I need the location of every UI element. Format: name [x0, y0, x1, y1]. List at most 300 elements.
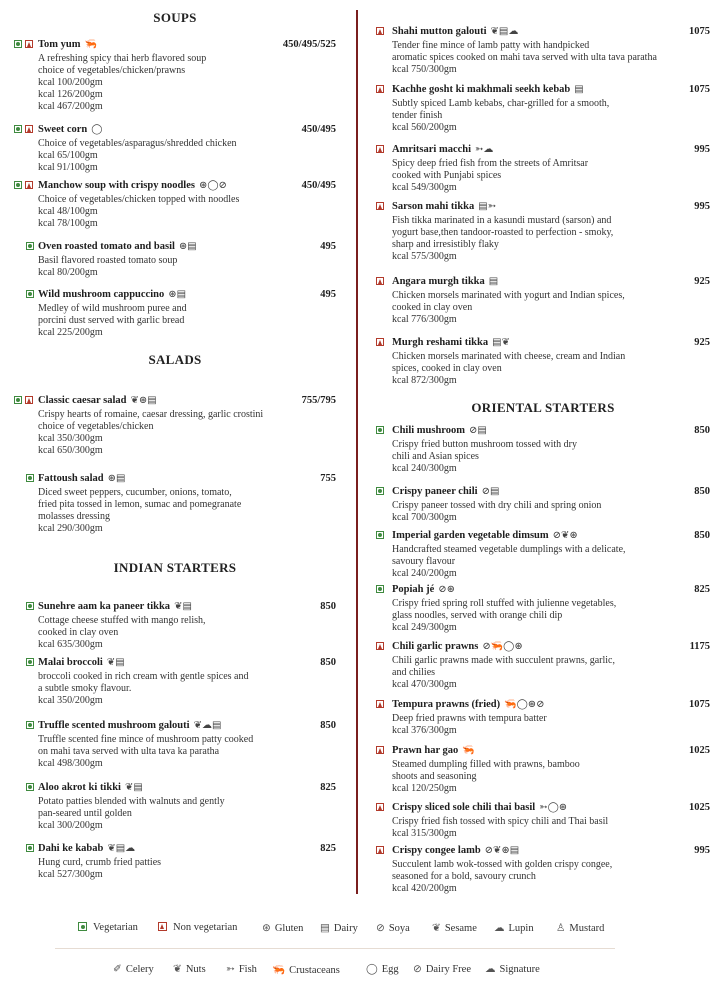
legend-entry	[272, 963, 340, 976]
menu-item-description	[392, 598, 710, 634]
menu-item-price: 850	[694, 486, 710, 497]
description-line: sharp and irresistibly flaky	[392, 239, 499, 250]
menu-item-name	[392, 745, 475, 756]
menu-item-name-text: Sarson mahi tikka	[392, 201, 475, 212]
menu-item-header	[376, 584, 710, 598]
menu-item-description	[38, 138, 336, 174]
legend-label: Soya	[388, 923, 410, 934]
menu-item-header	[376, 745, 710, 759]
legend-entry	[113, 963, 154, 975]
menu-item-header	[376, 845, 710, 859]
menu-item-price: 755	[320, 473, 336, 484]
description-line: kcal 240/300gm	[392, 463, 457, 474]
menu-item-price: 995	[694, 144, 710, 155]
menu-item	[376, 641, 710, 691]
menu-item-description	[392, 40, 710, 76]
description-line: kcal 300/200gm	[38, 820, 103, 831]
allergen-icons: ❦▤	[174, 601, 192, 612]
menu-item-description	[38, 409, 336, 457]
menu-item-price: 495	[320, 289, 336, 300]
description-line: Basil flavored roasted tomato soup	[38, 255, 178, 266]
veg-marker-icon	[26, 658, 34, 666]
menu-item	[14, 39, 336, 113]
description-line: Crispy paneer tossed with dry chili and spring onion	[392, 500, 602, 511]
menu-item-name	[38, 180, 227, 191]
menu-item-price: 825	[694, 584, 710, 595]
menu-item-name-text: Oven roasted tomato and basil	[38, 241, 175, 252]
legend-symbol-icon: ✐	[113, 964, 122, 975]
description-line: kcal 549/300gm	[392, 182, 457, 193]
menu-item-name	[392, 26, 518, 37]
menu-item-name-text: Dahi ke kabab	[38, 843, 104, 854]
description-line: aromatic spices cooked on mahi tava served with ulta tava paratha	[392, 52, 657, 63]
menu-item-name-text: Amritsari macchi	[392, 144, 472, 155]
menu-item-header	[376, 641, 710, 655]
menu-item-name	[392, 144, 493, 155]
menu-item-description	[392, 158, 710, 194]
menu-item-name	[38, 657, 125, 668]
description-line: Choice of vegetables/chicken topped with noodles	[38, 194, 240, 205]
description-line: Crispy fried button mushroom tossed with dry	[392, 439, 577, 450]
allergen-icons: ➳◯⊛	[539, 802, 568, 813]
menu-item	[376, 276, 710, 326]
menu-item	[376, 745, 710, 795]
menu-item-header	[14, 843, 336, 857]
nonveg-marker-icon	[376, 700, 384, 708]
veg-marker-icon	[26, 242, 34, 250]
allergen-icons: ⊘🦐◯⊛	[482, 641, 523, 652]
menu-item-header	[376, 276, 710, 290]
menu-item-price: 825	[320, 782, 336, 793]
menu-item-price: 450/495	[301, 180, 336, 191]
menu-item-name	[38, 843, 135, 854]
menu-item-description	[38, 487, 336, 535]
menu-item-header	[376, 425, 710, 439]
menu-item-name-text: Crispy congee lamb	[392, 845, 481, 856]
legend-label: Dairy Free	[425, 964, 472, 975]
menu-item	[14, 601, 336, 651]
legend-entry	[432, 922, 477, 934]
allergen-icons: ⊛▤	[168, 289, 187, 300]
nonveg-marker-icon	[25, 396, 33, 404]
legend-label: Fish	[238, 964, 257, 975]
menu-item-price: 1075	[689, 26, 710, 37]
description-line: kcal 78/100gm	[38, 218, 98, 229]
menu-item-name-text: Imperial garden vegetable dimsum	[392, 530, 549, 541]
description-line: kcal 498/300gm	[38, 758, 103, 769]
description-line: on mahi tava served with ulta tava ka paratha	[38, 746, 220, 757]
veg-marker-icon	[26, 844, 34, 852]
allergen-icons: ❦▤☁	[107, 843, 136, 854]
menu-item-description	[38, 615, 336, 651]
description-line: Medley of wild mushroom puree and	[38, 303, 187, 314]
menu-item-name-text: Truffle scented mushroom galouti	[38, 720, 190, 731]
allergen-icons: ➳☁	[475, 144, 494, 155]
veg-marker-icon	[26, 474, 34, 482]
menu-item-name-text: Crispy sliced sole chili thai basil	[392, 802, 536, 813]
menu-item-price: 850	[694, 425, 710, 436]
menu-item-name-text: Wild mushroom cappuccino	[38, 289, 165, 300]
menu-item-header	[376, 26, 710, 40]
allergen-icons: ⊛▤	[107, 473, 126, 484]
nonveg-marker-icon	[376, 202, 384, 210]
nonveg-marker-icon	[376, 846, 384, 854]
description-line: kcal 560/200gm	[392, 122, 457, 133]
description-line: Tender fine mince of lamb patty with handpicked	[392, 40, 590, 51]
menu-item-name	[392, 699, 545, 710]
description-line: A refreshing spicy thai herb flavored soup	[38, 53, 207, 64]
menu-item-name-text: Chili garlic prawns	[392, 641, 479, 652]
menu-item-description	[38, 857, 336, 881]
menu-item-price: 925	[694, 337, 710, 348]
menu-item	[376, 337, 710, 387]
description-line: glass noodles, served with orange chili dip	[392, 610, 563, 621]
legend-label: Nuts	[185, 964, 206, 975]
nonveg-marker-icon	[25, 40, 33, 48]
menu-item-header	[14, 601, 336, 615]
menu-item	[14, 395, 336, 457]
menu-item-price: 825	[320, 843, 336, 854]
legend-symbol-icon: ☁	[494, 923, 505, 934]
description-line: fried pita tossed in lemon, sumac and pomegranate	[38, 499, 242, 510]
veg-marker-icon	[376, 487, 384, 495]
menu-item	[376, 486, 710, 524]
menu-item	[376, 530, 710, 580]
description-line: kcal 700/300gm	[392, 512, 457, 523]
menu-item	[376, 802, 710, 840]
menu-item-name	[392, 641, 523, 652]
description-line: Steamed dumpling filled with prawns, bamboo	[392, 759, 580, 770]
description-line: seasoned for a bold, savoury crunch	[392, 871, 536, 882]
menu-item-header	[14, 395, 336, 409]
menu-item-name	[38, 473, 125, 484]
description-line: cooked in clay oven	[392, 302, 473, 313]
legend-entry	[366, 963, 399, 975]
legend-symbol-icon: ♙	[556, 923, 566, 934]
description-line: cooked in clay oven	[38, 627, 119, 638]
allergen-icons: ❦▤	[106, 657, 125, 668]
allergen-icons: ◯	[91, 124, 103, 135]
description-line: kcal 80/200gm	[38, 267, 98, 278]
menu-item-description	[392, 98, 710, 134]
menu-item	[376, 584, 710, 634]
allergen-icons: ⊘▤	[469, 425, 487, 436]
column-divider	[356, 10, 358, 894]
menu-item-description	[38, 671, 336, 707]
menu-item-name	[38, 601, 192, 612]
menu-item-header	[14, 289, 336, 303]
description-line: Chicken morsels marinated with cheese, cream and Indian	[392, 351, 626, 362]
menu-item	[376, 144, 710, 194]
description-line: kcal 225/200gm	[38, 327, 103, 338]
veg-marker-icon	[376, 585, 384, 593]
veg-marker-icon	[14, 125, 22, 133]
description-line: shoots and seasoning	[392, 771, 477, 782]
menu-item	[376, 84, 710, 134]
menu-item-name	[38, 124, 102, 135]
menu-item-header	[376, 201, 710, 215]
legend-entry	[320, 922, 358, 934]
legend-symbol-icon: ⊛	[262, 923, 271, 934]
menu-item-name-text: Chili mushroom	[392, 425, 466, 436]
description-line: kcal 290/300gm	[38, 523, 103, 534]
description-line: Cottage cheese stuffed with mango relish,	[38, 615, 206, 626]
veg-marker-icon	[26, 602, 34, 610]
legend-symbol-icon: ➳	[226, 964, 235, 975]
description-line: Hung curd, crumb fried patties	[38, 857, 162, 868]
description-line: kcal 350/200gm	[38, 695, 103, 706]
section-title: INDIAN STARTERS	[113, 560, 237, 575]
menu-item	[14, 473, 336, 535]
menu-item-price: 850	[320, 720, 336, 731]
veg-marker-icon	[26, 290, 34, 298]
menu-item-description	[38, 194, 336, 230]
description-line: Subtly spiced Lamb kebabs, char-grilled for a smooth,	[392, 98, 610, 109]
menu-item-name	[38, 720, 221, 731]
description-line: and chilies	[392, 667, 436, 678]
menu-item-price: 450/495/525	[282, 39, 336, 50]
allergen-icons: ▤	[488, 276, 499, 287]
menu-item	[14, 241, 336, 279]
allergen-icons: ❦⊛▤	[130, 395, 157, 406]
menu-item-header	[14, 720, 336, 734]
description-line: cooked with Punjabi spices	[392, 170, 502, 181]
allergen-icons: ▤❦	[492, 337, 510, 348]
legend-entry	[485, 963, 540, 975]
description-line: Choice of vegetables/asparagus/shredded chicken	[38, 138, 237, 149]
allergen-icons: ❦▤☁	[490, 26, 519, 37]
menu-item-description	[392, 816, 710, 840]
menu-item-name	[392, 276, 498, 287]
menu-item-price: 1025	[689, 745, 710, 756]
nonveg-marker-icon	[25, 181, 33, 189]
menu-item-name	[392, 84, 584, 95]
allergen-icons: ⊛◯⊘	[198, 180, 227, 191]
description-line: kcal 750/300gm	[392, 64, 457, 75]
legend-entry	[556, 922, 604, 934]
menu-item-price: 1075	[689, 84, 710, 95]
legend-label: Lupin	[508, 923, 534, 934]
description-line: kcal 91/100gm	[38, 162, 98, 173]
menu-item-name	[392, 584, 455, 595]
description-line: kcal 467/200gm	[38, 101, 103, 112]
menu-item-description	[392, 215, 710, 263]
menu-item-name-text: Aloo akrot ki tikki	[38, 782, 121, 793]
menu-item-name-text: Kachhe gosht ki makhmali seekh kebab	[392, 84, 571, 95]
description-line: tender finish	[392, 110, 443, 121]
legend-label: Sesame	[444, 923, 477, 934]
description-line: kcal 650/300gm	[38, 445, 103, 456]
description-line: Chili garlic prawns made with succulent prawns, garlic,	[392, 655, 615, 666]
description-line: kcal 872/300gm	[392, 375, 457, 386]
menu-item-header	[376, 486, 710, 500]
description-line: Crispy fried fish tossed with spicy chili and Thai basil	[392, 816, 609, 827]
menu-item	[14, 180, 336, 230]
menu-item-header	[376, 802, 710, 816]
menu-item-price: 1075	[689, 699, 710, 710]
menu-item-name-text: Fattoush salad	[38, 473, 104, 484]
legend-symbol-icon: ❦	[432, 923, 441, 934]
veg-marker-icon	[26, 721, 34, 729]
description-line: Crispy hearts of romaine, caesar dressing, garlic crostini	[38, 409, 264, 420]
menu-item-description	[392, 439, 710, 475]
veg-marker-icon	[14, 396, 22, 404]
veg-marker-icon	[376, 426, 384, 434]
menu-item-description	[38, 734, 336, 770]
menu-item-description	[392, 351, 710, 387]
veg-marker-icon	[14, 181, 22, 189]
allergen-icons: 🦐	[84, 39, 97, 50]
menu-item-name	[38, 395, 157, 406]
menu-item-name	[392, 337, 510, 348]
nonveg-marker-icon	[376, 642, 384, 650]
nonveg-marker-icon	[376, 85, 384, 93]
menu-item-name-text: Tempura prawns (fried)	[392, 699, 501, 710]
menu-item-header	[376, 699, 710, 713]
legend-label: Vegetarian	[93, 922, 138, 933]
menu-item-price: 995	[694, 845, 710, 856]
description-line: kcal 420/200gm	[392, 883, 457, 894]
menu-item-name-text: Murgh reshami tikka	[392, 337, 489, 348]
description-line: Deep fried prawns with tempura batter	[392, 713, 547, 724]
legend-symbol-icon: ◯	[366, 964, 378, 975]
legend-symbol-icon: ☁	[485, 964, 496, 975]
description-line: kcal 249/300gm	[392, 622, 457, 633]
section-title: SOUPS	[153, 10, 197, 25]
description-line: kcal 48/100gm	[38, 206, 98, 217]
menu-item-description	[392, 544, 710, 580]
description-line: kcal 776/300gm	[392, 314, 457, 325]
legend-label: Dairy	[333, 923, 358, 934]
allergen-icons: ⊘❦⊛▤	[484, 845, 520, 856]
legend-label: Signature	[499, 964, 540, 975]
menu-item-name-text: Tom yum	[38, 39, 81, 50]
allergen-icons: ⊘⊛	[438, 584, 456, 595]
menu-item-name	[392, 486, 499, 497]
nonveg-marker-icon	[376, 145, 384, 153]
legend-symbol-icon: ⊘	[413, 964, 422, 975]
menu-item	[376, 845, 710, 895]
menu-item-name	[392, 530, 578, 541]
veg-marker-icon	[14, 40, 22, 48]
menu-item-header	[14, 241, 336, 255]
legend-entry	[226, 963, 257, 975]
allergen-icons: 🦐◯⊛⊘	[504, 699, 545, 710]
description-line: a subtle smoky flavour.	[38, 683, 132, 694]
menu-item	[14, 843, 336, 881]
menu-item-header	[14, 39, 336, 53]
menu-item	[14, 782, 336, 832]
menu-item-name-text: Sweet corn	[38, 124, 88, 135]
legend-label: Egg	[381, 964, 399, 975]
menu-item	[14, 657, 336, 707]
allergen-icons: ⊛▤	[178, 241, 197, 252]
description-line: kcal 65/100gm	[38, 150, 98, 161]
description-line: kcal 575/300gm	[392, 251, 457, 262]
menu-item-name	[392, 201, 496, 212]
menu-item-name-text: Popiah jé	[392, 584, 435, 595]
description-line: savoury flavour	[392, 556, 456, 567]
legend-label: Gluten	[274, 923, 304, 934]
legend-label: Mustard	[569, 923, 605, 934]
menu-item-price: 755/795	[301, 395, 336, 406]
description-line: kcal 100/200gm	[38, 77, 103, 88]
menu-item-price: 450/495	[301, 124, 336, 135]
menu-item-description	[38, 796, 336, 832]
menu-item-description	[392, 290, 710, 326]
menu-item	[14, 289, 336, 339]
legend-entry	[173, 963, 206, 975]
menu-item-header	[14, 782, 336, 796]
allergen-icons: ❦▤	[124, 782, 143, 793]
menu-item-price: 1175	[689, 641, 710, 652]
description-line: Chicken morsels marinated with yogurt and Indian spices,	[392, 290, 625, 301]
menu-item-name	[392, 845, 519, 856]
description-line: porcini dust served with garlic bread	[38, 315, 185, 326]
menu-item-description	[392, 713, 710, 737]
allergen-icons: ▤	[574, 84, 584, 95]
allergen-icons: ▤➳	[478, 201, 497, 212]
legend-label: Non vegetarian	[173, 922, 238, 933]
menu-item-name	[392, 425, 487, 436]
description-line: yogurt base,then tandoor-roasted to perfection - smoky,	[392, 227, 614, 238]
description-line: broccoli cooked in rich cream with gentle spices and	[38, 671, 249, 682]
menu-item-name-text: Crispy paneer chili	[392, 486, 478, 497]
menu-item-header	[14, 473, 336, 487]
nonveg-marker-icon	[376, 746, 384, 754]
menu-item-description	[38, 255, 336, 279]
menu-item-description	[392, 759, 710, 795]
description-line: Diced sweet peppers, cucumber, onions, tomato,	[38, 487, 232, 498]
description-line: Fish tikka marinated in a kasundi mustard (sarson) and	[392, 215, 612, 226]
section-title: ORIENTAL STARTERS	[471, 400, 615, 415]
menu-item-header	[14, 124, 336, 138]
description-line: chili and Asian spices	[392, 451, 479, 462]
menu-item	[14, 124, 336, 174]
legend-symbol-icon: ⊘	[376, 923, 385, 934]
menu-item-description	[392, 655, 710, 691]
section-title: SALADS	[148, 352, 202, 367]
allergen-icons: ⊘▤	[481, 486, 500, 497]
legend-label: Celery	[125, 964, 154, 975]
menu-item-name	[38, 782, 143, 793]
menu-item-description	[392, 859, 710, 895]
menu-item	[14, 720, 336, 770]
nonveg-marker-icon	[376, 803, 384, 811]
menu-item-price: 850	[320, 601, 336, 612]
menu-item	[376, 201, 710, 263]
menu-item-description	[392, 500, 710, 524]
description-line: kcal 376/300gm	[392, 725, 457, 736]
menu-item-header	[376, 337, 710, 351]
nonveg-marker-icon	[376, 277, 384, 285]
description-line: choice of vegetables/chicken/prawns	[38, 65, 186, 76]
description-line: pan-seared until golden	[38, 808, 132, 819]
description-line: Succulent lamb wok-tossed with golden crispy congee,	[392, 859, 613, 870]
menu-item	[376, 699, 710, 737]
menu-item-name	[38, 289, 186, 300]
nonveg-marker-icon	[158, 922, 167, 931]
menu-item-header	[376, 144, 710, 158]
menu-item-header	[376, 84, 710, 98]
description-line: Handcrafted steamed vegetable dumplings with a delicate,	[392, 544, 626, 555]
menu-item-header	[14, 180, 336, 194]
menu-item-name	[38, 241, 197, 252]
menu-item-price: 995	[694, 201, 710, 212]
description-line: spices, cooked in clay oven	[392, 363, 502, 374]
menu-item-name-text: Sunehre aam ka paneer tikka	[38, 601, 171, 612]
legend-separator	[55, 948, 615, 949]
